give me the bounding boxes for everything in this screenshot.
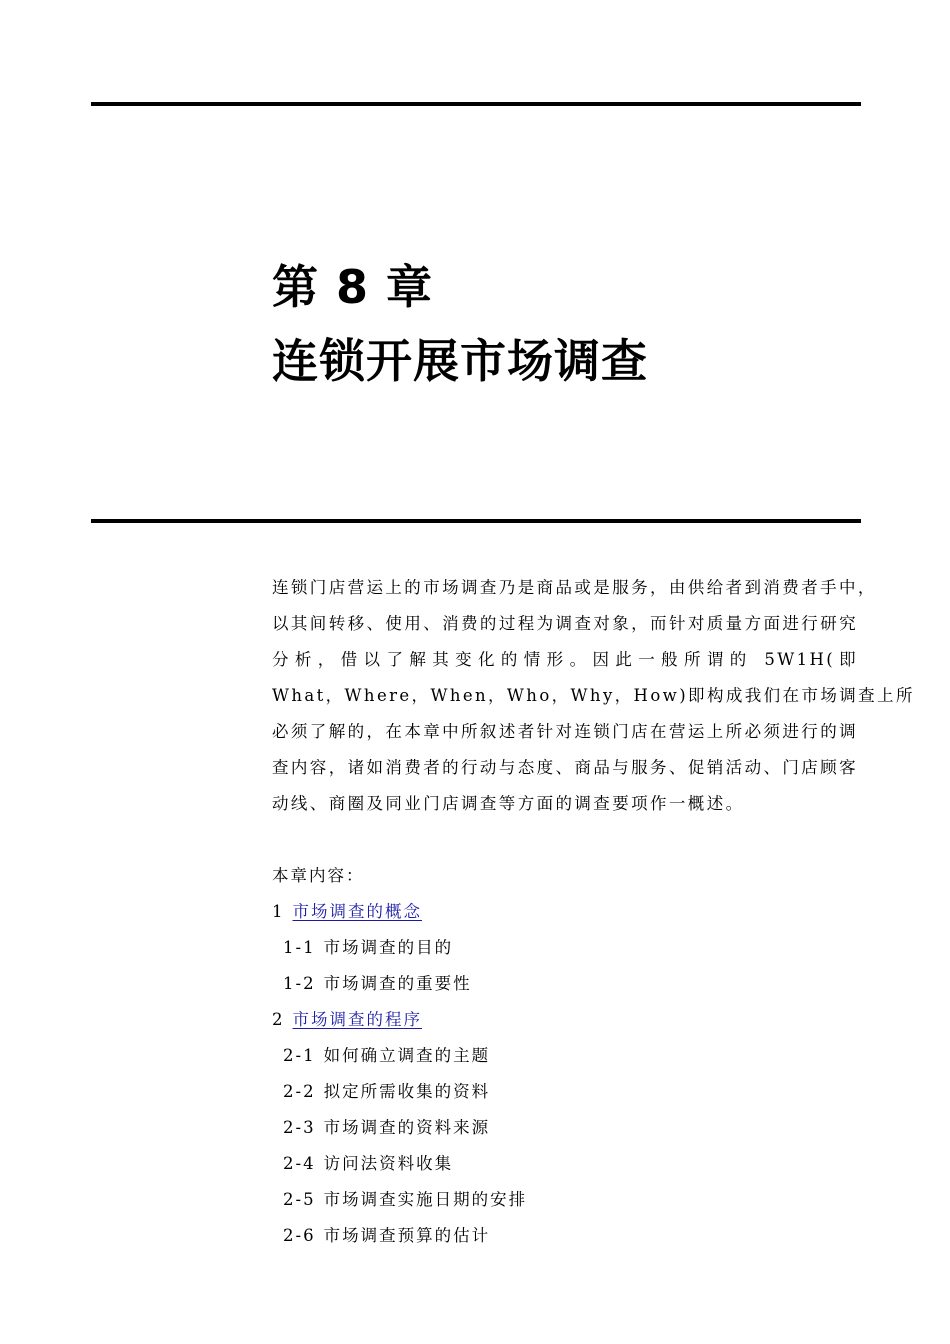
toc-item-title: 市场调查实施日期的安排 [323,1190,528,1209]
toc-item [272,1110,527,1146]
intro-line: 动线、商圈及同业门店调查等方面的调查要项作一概述。 [272,794,745,813]
toc-section-number: 1 [272,902,285,921]
intro-line: 必须了解的，在本章中所叙述者针对连锁门店在营运上所必须进行的调 [272,722,858,741]
toc-item-number: 2-6 [283,1226,316,1245]
intro-line: 以其间转移、使用、消费的过程为调查对象，而针对质量方面进行研究 [272,614,858,633]
toc-item-number: 2-5 [283,1190,316,1209]
toc-item [272,1218,527,1254]
chapter-number: 第 8 章 [272,260,434,314]
toc-item [272,966,527,1002]
toc-item-title: 市场调查的目的 [323,938,454,957]
toc-item-title: 市场调查的资料来源 [323,1118,491,1137]
toc-item [272,1182,527,1218]
toc-section-link[interactable]: 市场调查的概念 [292,902,422,921]
toc-item [272,930,527,966]
chapter-title: 连锁开展市场调查 [272,334,648,388]
toc-item-number: 2-4 [283,1154,316,1173]
top-horizontal-rule [91,102,861,106]
chapter-heading [272,250,648,398]
toc-item [272,1038,527,1074]
toc-item-title: 市场调查的重要性 [323,974,472,993]
intro-line: 分析，借以了解其变化的情形。因此一般所谓的 5W1H(即 [272,650,858,669]
intro-line: 连锁门店营运上的市场调查乃是商品或是服务，由供给者到消费者手中， [272,578,877,597]
toc-section [272,1002,527,1038]
toc-item-title: 访问法资料收集 [323,1154,454,1173]
bottom-horizontal-rule [91,519,861,523]
toc-item-title: 市场调查预算的估计 [323,1226,491,1245]
toc-heading: 本章内容： [272,866,365,885]
toc-item-number: 2-3 [283,1118,316,1137]
toc-section [272,894,527,930]
toc-item-number: 2-2 [283,1082,316,1101]
toc-item-number: 1-2 [283,974,316,993]
toc-item-number: 1-1 [283,938,316,957]
intro-line: 查内容，诸如消费者的行动与态度、商品与服务、促销活动、门店顾客 [272,758,858,777]
intro-paragraph [272,570,915,822]
toc-section-link[interactable]: 市场调查的程序 [292,1010,422,1029]
toc-item [272,1074,527,1110]
toc-section-number: 2 [272,1010,285,1029]
toc-item-title: 拟定所需收集的资料 [323,1082,491,1101]
toc-item [272,1146,527,1182]
intro-line: What，Where，When，Who，Why，How)即构成我们在市场调查上所 [272,686,915,705]
toc-item-number: 2-1 [283,1046,316,1065]
table-of-contents [272,858,527,1254]
toc-item-title: 如何确立调查的主题 [323,1046,491,1065]
